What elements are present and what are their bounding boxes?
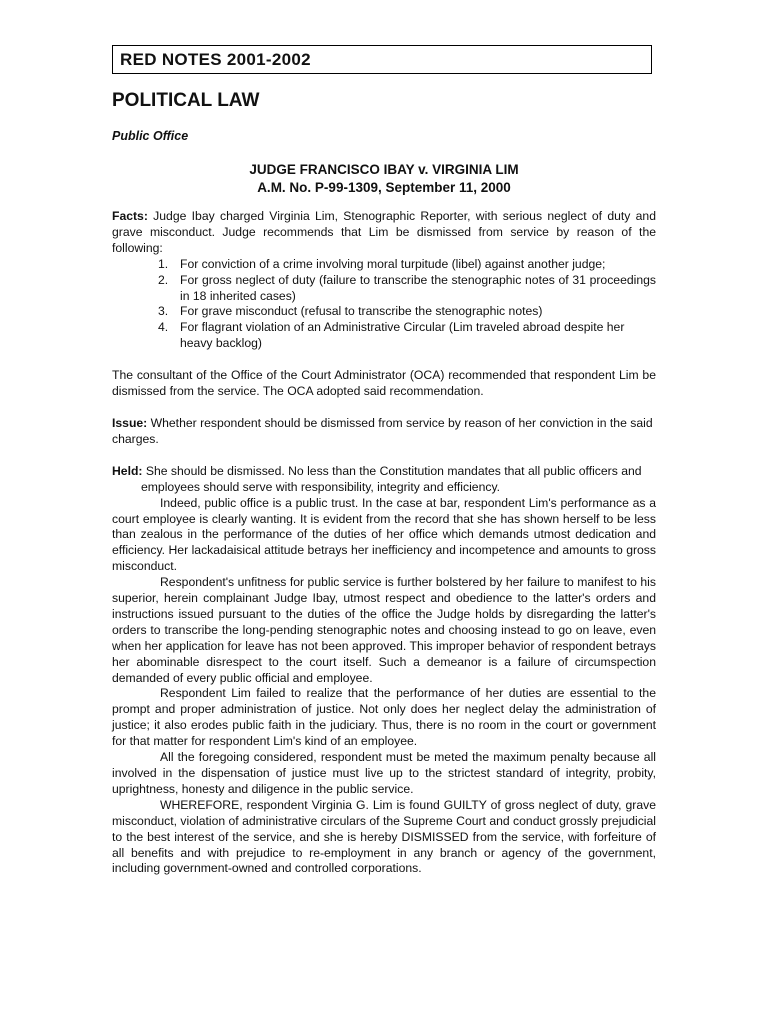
case-title — [112, 161, 656, 197]
list-item-text: For gross neglect of duty (failure to transcribe the stenographic notes of 31 proceedings in 18 inherited cases) — [180, 272, 656, 303]
spacer — [112, 400, 656, 416]
list-item — [158, 304, 656, 320]
facts-paragraph — [112, 209, 656, 257]
issue-label: Issue: — [112, 415, 148, 430]
issue-paragraph — [112, 416, 656, 448]
oca-paragraph: The consultant of the Office of the Court Administrator (OCA) recommended that respondent Lim be dismissed from the service. The OCA adopted said recommendation. — [112, 368, 656, 399]
list-item-text: For flagrant violation of an Administrative Circular (Lim traveled abroad despite her — [180, 320, 625, 335]
ruling-paragraph: All the foregoing considered, respondent must be meted the maximum penalty because all involved in the dispensation of justice must live up to the strictest standard of integrity, probity, uprightness, honesty and diligence in the public service. — [112, 750, 656, 796]
ruling-paragraph: Respondent's unfitness for public service is further bolstered by her failure to manifest to his superior, herein complainant Judge Ibay, utmost respect and obedience to the latter's orders and instructions issued pursuant to the duties of the office the Judge holds by disregarding the latter's orders to transcribe the long-pending stenographic notes and choosing instead to go on leave, even when her application for leave has not been approved. This improper behavior of respondent betrays her abominable disrespect to the court itself. Such a demeanor is a failure of circumspection demanded of every public official and employee. — [112, 575, 656, 685]
list-number: 3. — [158, 304, 169, 319]
held-text: She should be dismissed. No less than the Constitution mandates that all public officers and employees should serve with responsibility, integrity and efficiency. — [141, 463, 642, 494]
document-banner: RED NOTES 2001-2002 — [112, 45, 652, 74]
held-paragraph — [112, 464, 656, 496]
case-parties: JUDGE FRANCISCO IBAY v. VIRGINIA LIM — [249, 162, 519, 177]
charges-list — [112, 257, 656, 352]
list-item — [158, 256, 656, 273]
spacer — [112, 448, 656, 464]
list-item-text: For grave misconduct (refusal to transcribe the stenographic notes) — [180, 304, 543, 319]
list-item-text-continued: heavy backlog) — [180, 336, 262, 351]
list-item — [158, 272, 656, 305]
spacer — [112, 352, 656, 368]
facts-label: Facts: — [112, 209, 148, 223]
list-item — [158, 320, 656, 352]
list-number: 4. — [158, 320, 169, 335]
ruling-paragraph: Indeed, public office is a public trust. In the case at bar, respondent Lim's performance as a court employee is clearly wanting. It is evident from the record that she has shown herself to be less than zealous in the performance of the duties of her office which demands utmost dedication and efficiency. Her lackadaisical attitude betrays her inefficiency and incompetence and amounts to gross misconduct. — [112, 495, 656, 574]
ruling-paragraph: Respondent Lim failed to realize that the performance of her duties are essential to the prompt and proper administration of justice. Not only does her neglect delay the administration of justice; it also erodes public faith in the judiciary. Thus, there is no room in the court or government for that matter for respondent Lim's kind of an employee. — [112, 686, 656, 749]
list-number: 1. — [158, 256, 169, 271]
subject-heading: Public Office — [112, 129, 189, 143]
facts-text: Judge Ibay charged Virginia Lim, Stenographic Reporter, with serious neglect of duty and grave misconduct. Judge recommends that Lim be dismissed from service by reason of the following: — [112, 209, 656, 255]
case-citation: A.M. No. P-99-1309, September 11, 2000 — [257, 180, 511, 195]
dispositive-paragraph: WHEREFORE, respondent Virginia G. Lim is found GUILTY of gross neglect of duty, grave misconduct, violation of administrative circulars of the Supreme Court and conduct grossly prejudicial to the best interest of the service, and she is hereby DISMISSED from the service, with forfeiture of all benefits and with prejudice to re-employment in any branch or agency of the government, including government-owned and controlled corporations. — [112, 797, 656, 876]
section-title: POLITICAL LAW — [112, 90, 260, 111]
held-label: Held: — [112, 463, 143, 478]
case-body — [112, 209, 656, 877]
issue-text: Whether respondent should be dismissed from service by reason of her conviction in the said charges. — [112, 415, 653, 446]
list-number: 2. — [158, 272, 169, 287]
list-item-text: For conviction of a crime involving moral turpitude (libel) against another judge; — [180, 256, 606, 271]
